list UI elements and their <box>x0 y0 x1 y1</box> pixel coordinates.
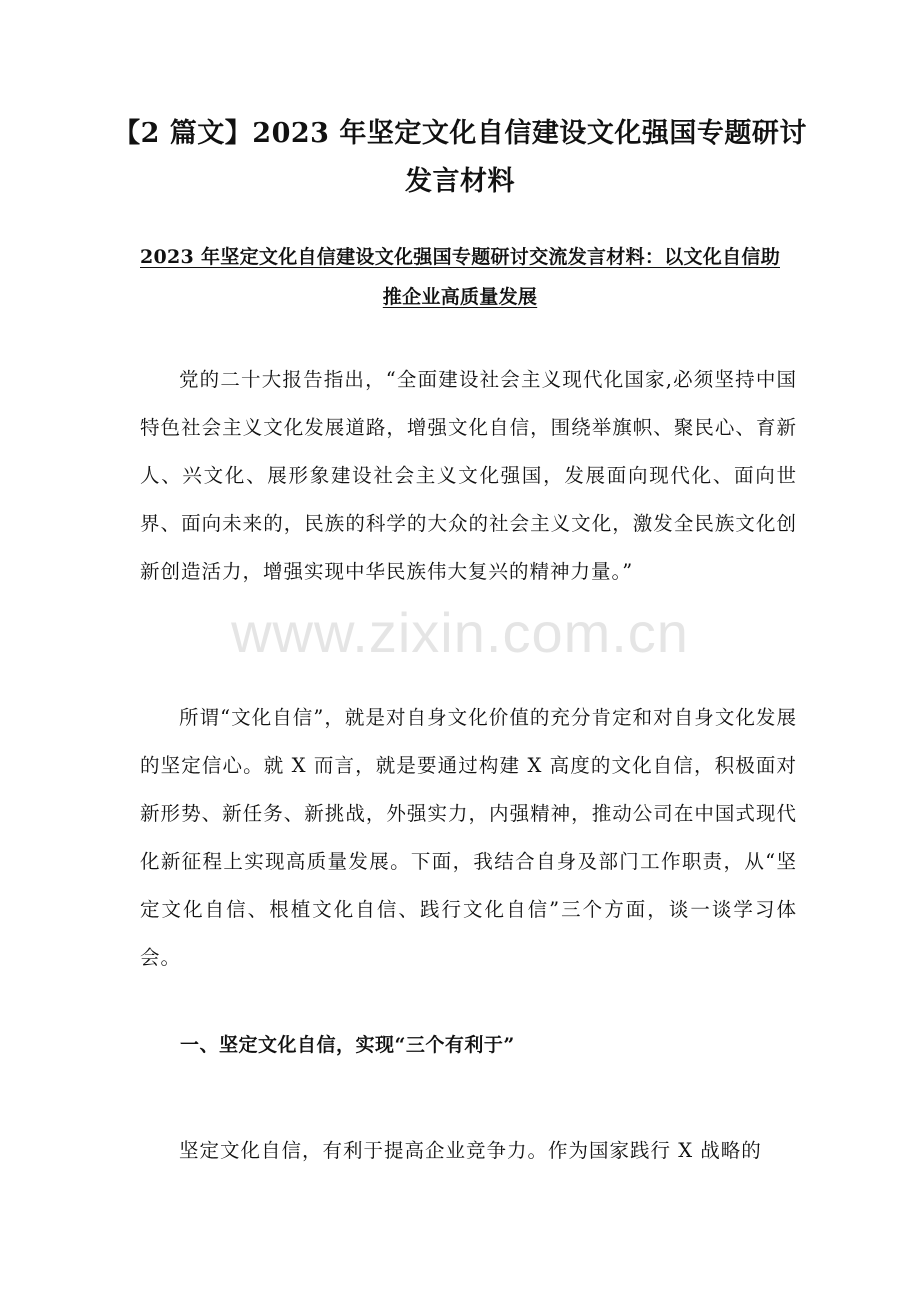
watermark: www.zixin.com.cn <box>231 601 689 664</box>
paragraph-1: 党的二十大报告指出，“全面建设社会主义现代化国家,必须坚持中国特色社会主义文化发展道路，增强文化自信，围绕举旗帜、聚民心、育新人、兴文化、展形象建设社会主义文化强国，发展面向现代化、面向世界、面向未来的，民族的科学的大众的社会主义文化，激发全民族文化创新创造活力，增强实现中华民族伟大复兴的精神力量。” <box>140 368 797 583</box>
document-subtitle: 2023 年坚定文化自信建设文化强国专题研讨交流发言材料：以文化自信助推企业高质量发展 <box>140 246 780 308</box>
document-title: 【2 篇文】2023 年坚定文化自信建设文化强国专题研讨发言材料 <box>113 118 807 197</box>
section-heading-1: 一、坚定文化自信，实现“三个有利于” <box>180 1034 515 1056</box>
paragraph-2: 所谓“文化自信”，就是对自身文化价值的充分肯定和对自身文化发展的坚定信心。就 X 而言，就是要通过构建 X 高度的文化自信，积极面对新形势、新任务、新挑战，外强实力，内强精神，推动公司在中国式现代化新征程上实现高质量发展。下面，我结合自身及部门工作职责，从“坚定文化自信、根植文化自信、践行文化自信”三个方面，谈一谈学习体会。 <box>140 706 797 969</box>
paragraph-3: 坚定文化自信，有利于提高企业竞争力。作为国家践行 X 战略的 <box>179 1139 762 1162</box>
